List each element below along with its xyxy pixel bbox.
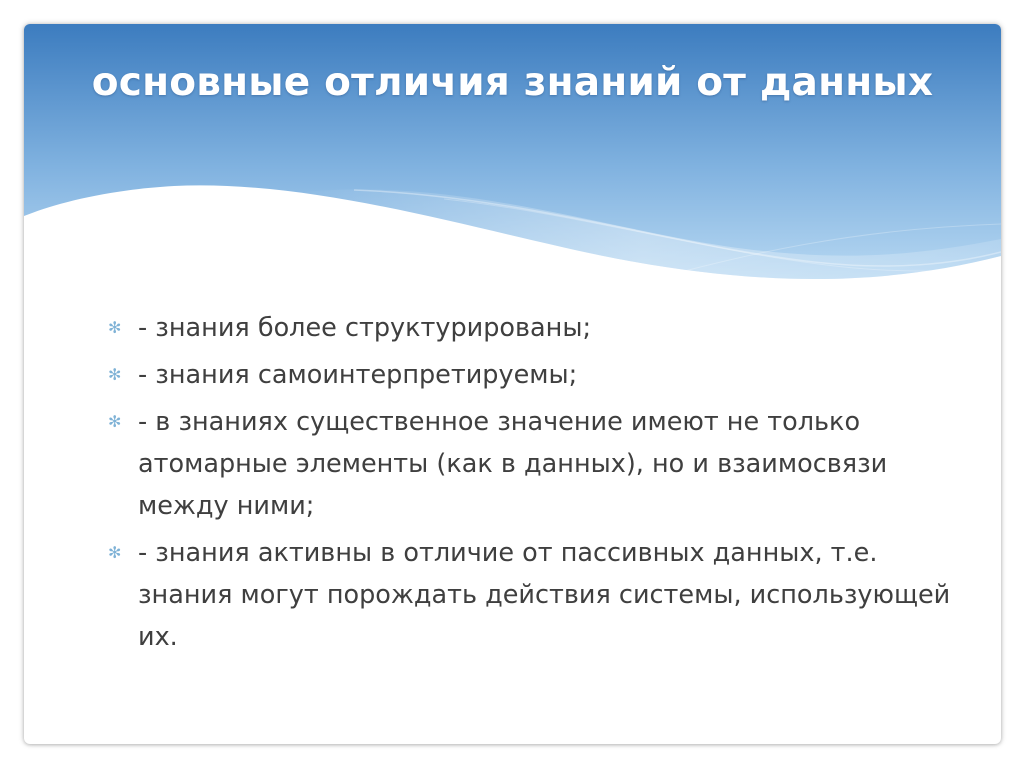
asterisk-bullet-icon: ✻ <box>108 318 122 337</box>
asterisk-bullet-icon: ✻ <box>108 365 122 384</box>
bullet-item <box>108 532 978 658</box>
bullet-text: - знания активны в отличие от пассивных данных, т.е. знания могут порождать действия системы, использующей их. <box>138 538 951 652</box>
slide-title: основные отличия знаний от данных <box>91 60 934 105</box>
bullet-text: - знания самоинтерпретируемы; <box>138 360 578 390</box>
bullet-list <box>108 307 978 663</box>
slide <box>24 24 1001 744</box>
bullet-item <box>108 354 978 396</box>
asterisk-bullet-icon: ✻ <box>108 412 122 431</box>
bullet-item <box>108 401 978 527</box>
bullet-item <box>108 307 978 349</box>
asterisk-bullet-icon: ✻ <box>108 543 122 562</box>
bullet-text: - знания более структурированы; <box>138 313 592 343</box>
bullet-text: - в знаниях существенное значение имеют не только атомарные элементы (как в данных), но и взаимосвязи между ними; <box>138 407 888 521</box>
